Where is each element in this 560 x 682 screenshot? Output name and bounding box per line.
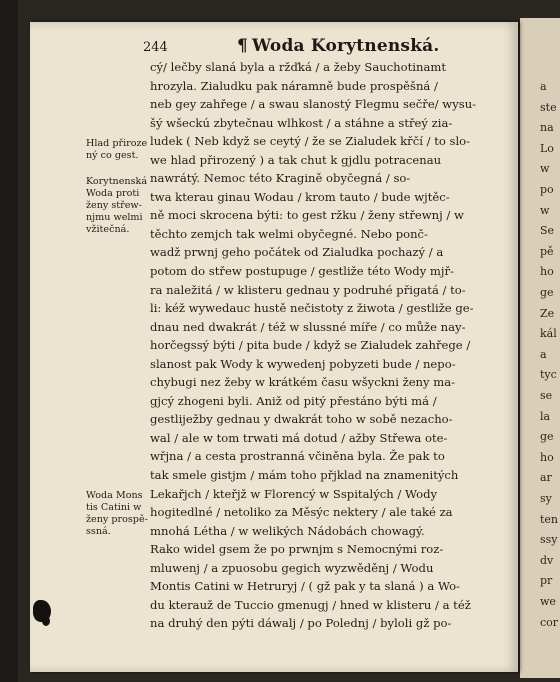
body-text-line: nawrátý. Nemoc této Kragině obyčegná / so- — [150, 171, 411, 186]
facing-page-fragment: Ze — [540, 306, 555, 320]
facing-page-fragment: po — [540, 183, 554, 196]
body-text-line: horčegssý býti / pita bude / když se Zialudek zahřege / — [150, 338, 471, 353]
facing-page-fragment: ge — [540, 430, 554, 444]
body-text-line: chybugi nez žeby w krátkém času wšyckni ženy ma- — [150, 375, 456, 390]
body-text-line: mluwenj / a zpuosobu gegich wyzwěděnj / Wodu — [150, 560, 434, 575]
facing-page-fragment: we — [540, 595, 556, 608]
facing-page-fragment: a — [540, 347, 547, 361]
body-text-line: hogitedlné / netoliko za Měsýc nektery / ale také za — [150, 505, 453, 520]
ink-stain — [42, 616, 50, 626]
side-note-line: ženy střew- — [86, 200, 142, 211]
facing-page-fragment: la — [540, 409, 551, 423]
body-text-line: gestliježby gednau y dwakrát toho w sobě nezacho- — [150, 412, 453, 427]
facing-page-fragment: pě — [540, 244, 554, 258]
body-text-line: Lekařjch / kteřjž w Florencý w Sspitalých / Wody — [150, 486, 438, 501]
body-text-line: cý/ lečby slaná byla a ržďká / a žeby Sauchotinamt — [150, 60, 447, 74]
facing-page-fragment: ar — [540, 471, 552, 485]
facing-page-fragment: dv — [540, 553, 554, 567]
side-note-montis-catini — [86, 490, 172, 538]
facing-page-fragment: tyc — [540, 368, 557, 382]
facing-page-fragment: ho — [540, 450, 554, 464]
facing-page-fragment: ssy — [540, 533, 558, 547]
body-text-line: wadž prwnj geho počátek od Zialudka pochazý / a — [150, 245, 444, 260]
body-text-line: mnohá Létha / w welikých Nádobách chowagý. — [150, 523, 425, 538]
facing-page-fragment: Se — [540, 224, 555, 238]
facing-page-fragment: ge — [540, 286, 554, 299]
body-text-line: ludek ( Neb když se ceytý / že se Zialudek křčí / to slo- — [150, 134, 471, 149]
side-note-korytnenska — [86, 176, 172, 236]
body-text-line: gjcý zhogeni byli. Aniž od pitý přestáno býti má / — [150, 393, 437, 408]
side-note-line: ný co gest. — [86, 150, 139, 161]
facing-page-fragment: cor — [540, 615, 559, 629]
side-note-line: tis Catini w — [86, 502, 142, 513]
side-note-line: njmu welmi — [86, 212, 143, 223]
body-text-line: tak smele gistjm / mám toho přjklad na znamenitých — [150, 468, 459, 483]
facing-page-edge — [520, 18, 560, 678]
side-note-line: Woda Mons — [86, 490, 143, 501]
body-text-line: ně moci skrocena býti: to gest ržku / ženy střewnj / w — [150, 208, 464, 223]
body-text-line: ra naležitá / w klisteru gednau y podruhé přigatá / to- — [150, 282, 466, 297]
side-note-line: Korytnenská — [86, 176, 148, 187]
facing-page-fragment: w — [540, 162, 550, 176]
side-note-line: ženy prospě- — [86, 514, 148, 525]
body-text-line: dnau ned dwakrát / též w slussné míře / co může nay- — [150, 319, 466, 334]
body-text-line: twa kterau ginau Wodau / krom tauto / bude wjtěc- — [150, 189, 450, 204]
body-text-line: neb gey zahřege / a swau slanostý Flegmu sečře/ wysu- — [150, 97, 477, 112]
page-number: 244 — [143, 40, 168, 55]
body-text-line: li: kéž wywedauc hustě nečistoty z žiwota / gestliže ge- — [150, 301, 474, 316]
facing-page-fragment: a — [540, 80, 547, 93]
facing-page-fragment: na — [540, 121, 554, 135]
facing-page-fragment: kál — [540, 327, 557, 341]
body-text-line: šý wšeckú zbytečnau wlhkost / a stáhne a střeý zia- — [150, 115, 453, 130]
facing-page-fragment: sy — [540, 492, 552, 505]
body-text-line: we hlad přirozený ) a tak chut k gjdlu potracenau — [150, 152, 442, 167]
body-text-line: Montis Catini w Hetruryj / ( gž pak y ta slaná ) a Wo- — [150, 579, 460, 594]
facing-page-fragment: se — [540, 389, 553, 402]
body-text-line: hrozyla. Zialudku pak náramně bude prospěšná / — [150, 78, 438, 93]
facing-page-fragment: pr — [540, 574, 553, 588]
fleuron-icon: ¶ — [237, 36, 248, 56]
facing-page-fragment: ho — [540, 265, 554, 279]
side-note-line: Woda proti — [86, 188, 140, 199]
facing-page-fragment: ste — [540, 100, 557, 114]
body-text-line: wřjna / a cesta prostranná včiněna byla. Že pak to — [150, 449, 445, 464]
facing-page-fragment: Lo — [540, 141, 554, 155]
running-head: Woda Korytnenská. — [252, 36, 440, 56]
body-text-line: Rako widel gsem že po prwnjm s Nemocnými roz- — [150, 542, 444, 557]
facing-page-fragment: ten — [540, 512, 559, 526]
side-note-line: vžitečná. — [86, 224, 130, 235]
body-text-line: wal / ale w tom trwati má dotud / ažby Střewa ote- — [150, 430, 448, 445]
side-note-hunger — [86, 138, 172, 162]
body-text-line: těchto zemjch tak welmi obyčegné. Nebo ponč- — [150, 226, 428, 241]
body-text-line: slanost pak Wody k wywedenj pobyzeti bude / nepo- — [150, 356, 456, 371]
body-text — [150, 58, 495, 633]
body-text-line: du kterauž de Tuccio gmenugj / hned w klisteru / a též — [150, 597, 471, 612]
book-edge — [0, 0, 18, 682]
side-note-line: Hlad přiroze — [86, 138, 148, 149]
body-text-line: na druhý den pýti dáwalj / po Polednj / byloli gž po- — [150, 616, 452, 631]
side-note-line: ssná. — [86, 526, 111, 537]
facing-page-fragment: w — [540, 203, 550, 217]
body-text-line: potom do střew postupuge / gestliže této Wody mjř- — [150, 264, 454, 279]
